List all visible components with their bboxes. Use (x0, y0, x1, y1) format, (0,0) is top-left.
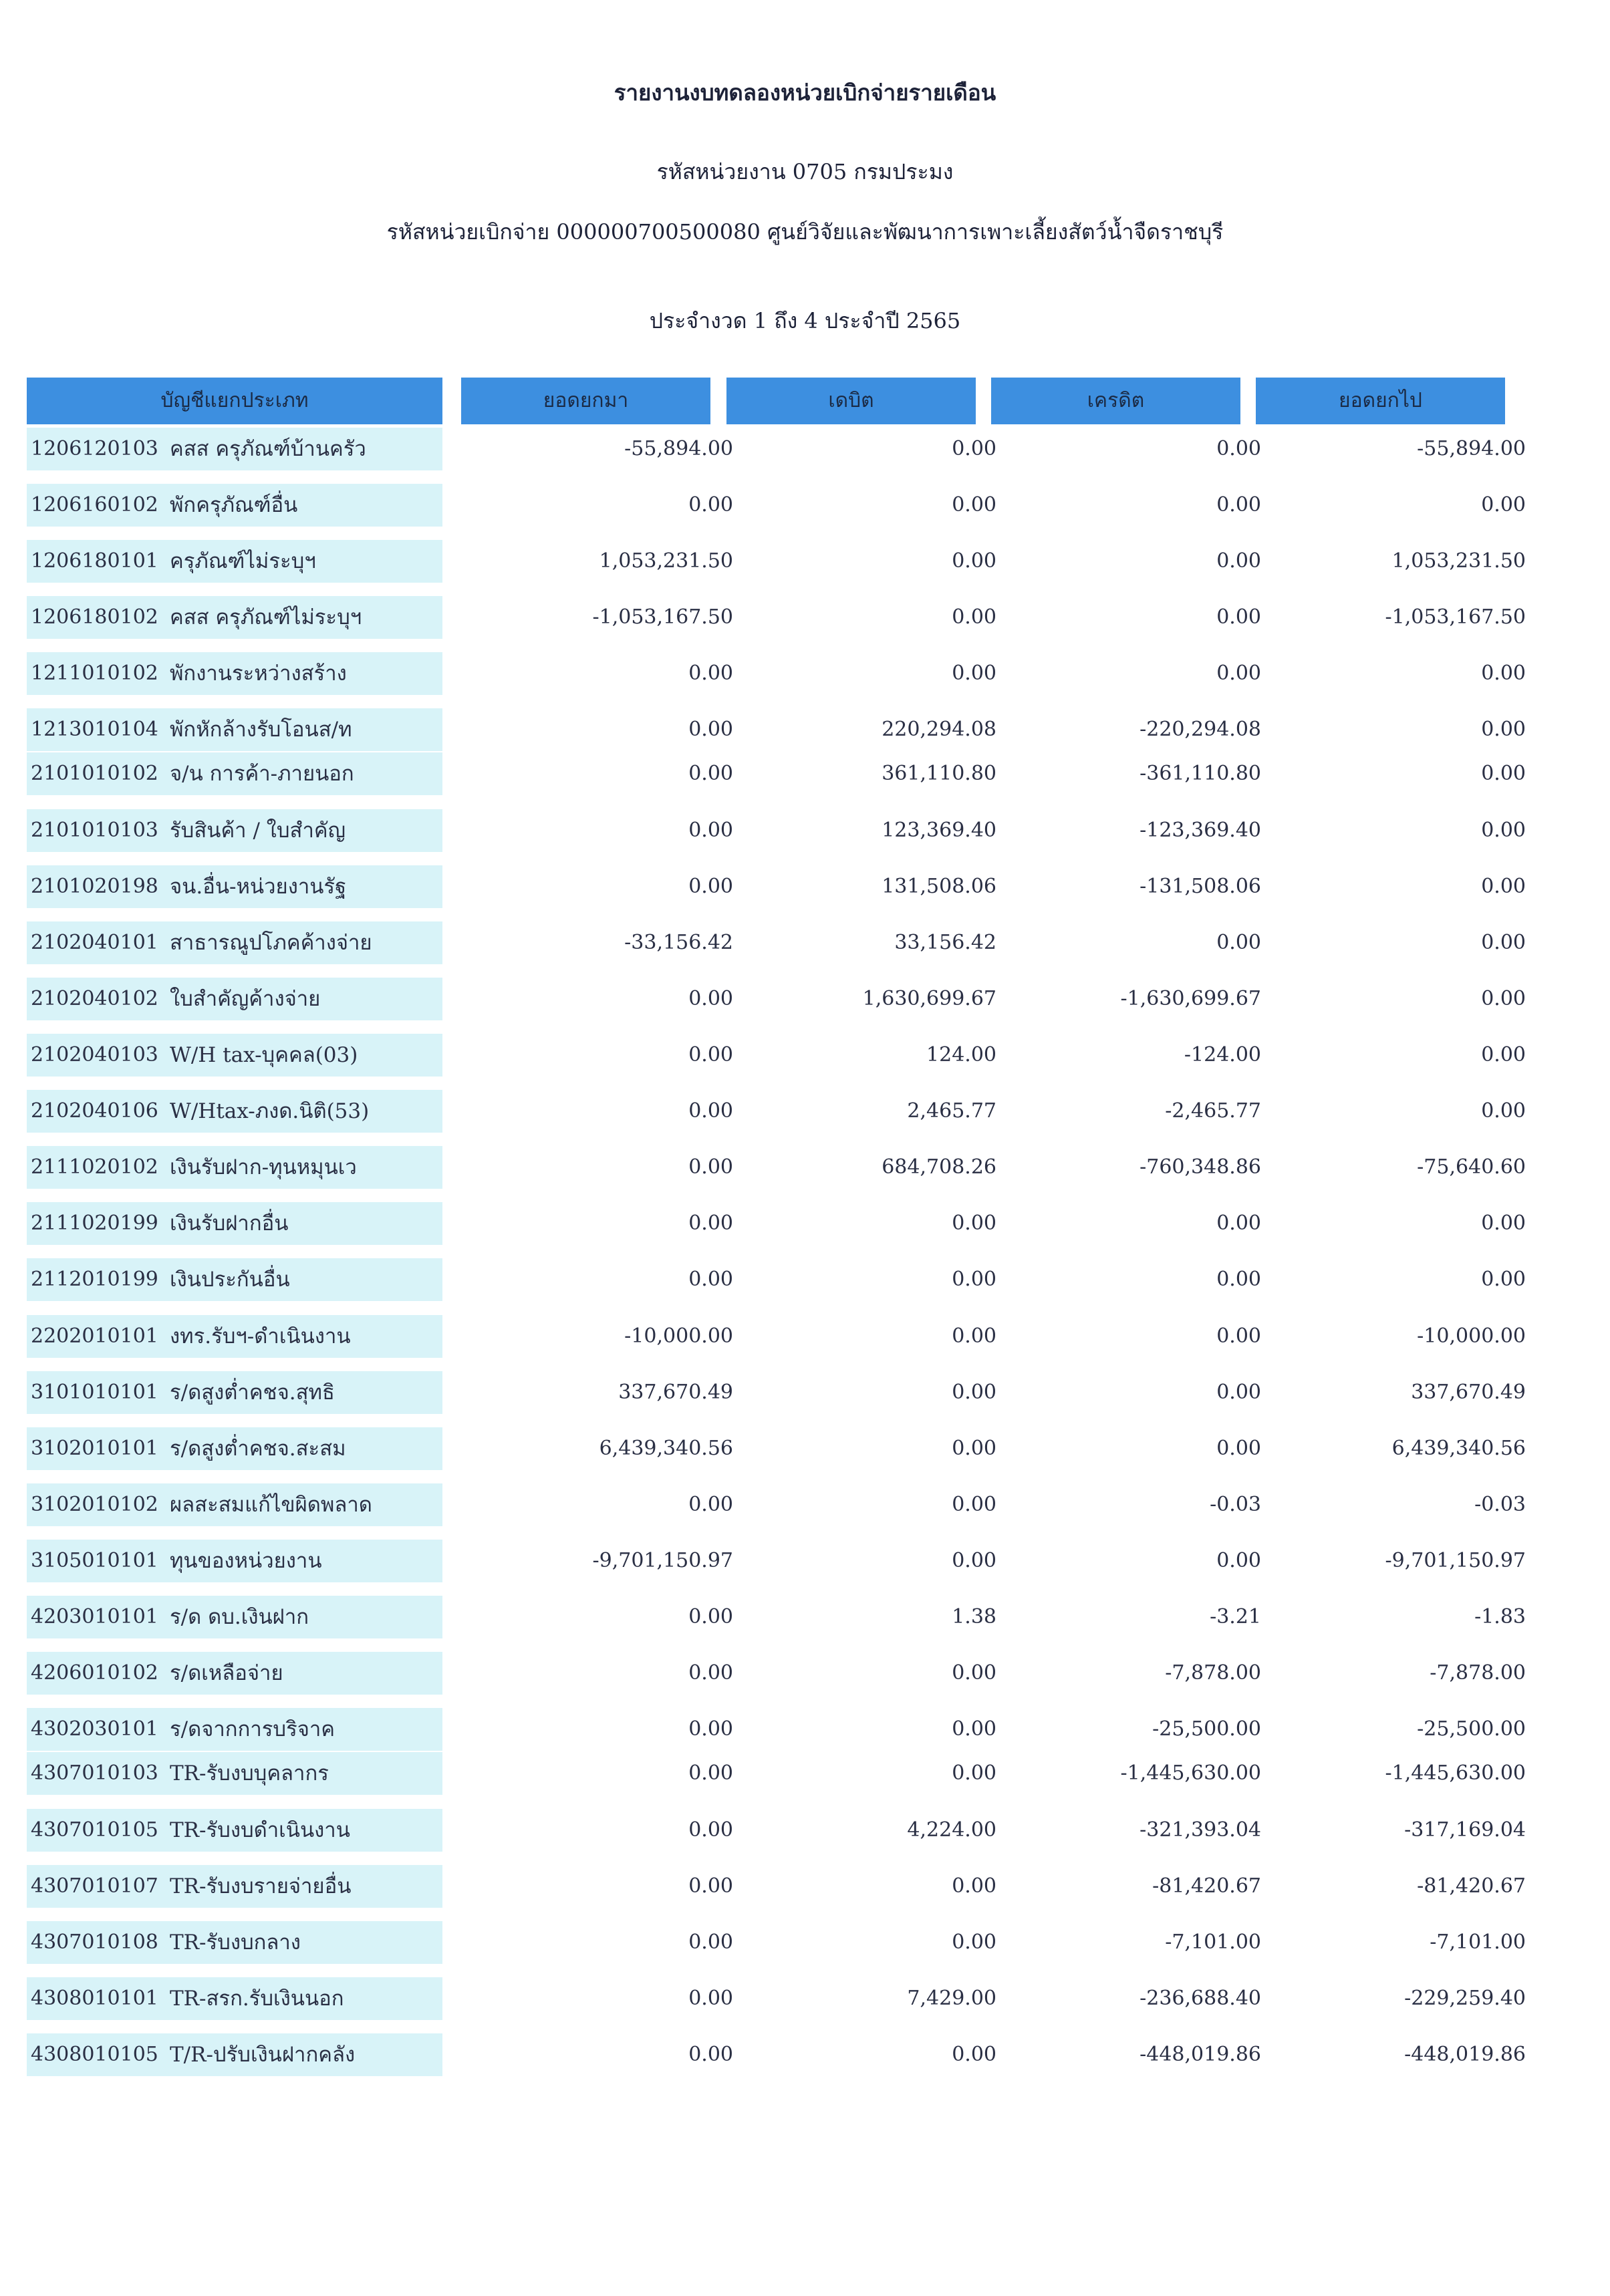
opening-balance-value: 0.00 (688, 1493, 733, 1516)
table-row (27, 2033, 1526, 2076)
account-name: ครุภัณฑ์ไม่ระบุฯ (170, 549, 316, 573)
closing-balance-value: 0.00 (1481, 1043, 1526, 1066)
opening-balance-value: -33,156.42 (624, 931, 733, 954)
table-row (27, 1483, 1526, 1526)
closing-balance-value: 0.00 (1481, 493, 1526, 517)
table-row (27, 1258, 1526, 1301)
closing-balance-value: -81,420.67 (1417, 1874, 1526, 1898)
opening-balance-value: 0.00 (688, 819, 733, 842)
debit-value: 684,708.26 (882, 1155, 996, 1179)
credit-value: -7,101.00 (1165, 1930, 1261, 1954)
account-code: 1206180102 (31, 605, 158, 629)
debit-value: 220,294.08 (882, 718, 996, 741)
account-name: ใบสำคัญค้างจ่าย (170, 987, 321, 1011)
opening-balance-value: 0.00 (688, 493, 733, 517)
credit-value: 0.00 (1216, 1549, 1261, 1572)
debit-value: 7,429.00 (907, 1987, 996, 2010)
debit-value: 131,508.06 (882, 875, 996, 898)
account-code: 1213010104 (31, 718, 158, 741)
table-row (27, 708, 1526, 747)
account-code: 3102010101 (31, 1437, 158, 1460)
opening-balance-value: -55,894.00 (624, 437, 733, 460)
account-code: 4307010105 (31, 1818, 158, 1842)
debit-value: 0.00 (952, 1661, 996, 1685)
report-period: ประจำงวด 1 ถึง 4 ประจำปี 2565 (649, 308, 961, 333)
account-name: เงินรับฝาก-ทุนหมุนเว (170, 1155, 357, 1179)
account-name: W/H tax-บุคคล(03) (170, 1043, 358, 1067)
account-name: รับสินค้า / ใบสำคัญ (170, 819, 346, 843)
credit-value: -123,369.40 (1139, 819, 1261, 842)
debit-value: 0.00 (952, 493, 996, 517)
account-code: 1206120103 (31, 437, 158, 460)
table-row (27, 484, 1526, 527)
account-code: 3101010101 (31, 1381, 158, 1404)
debit-value: 361,110.80 (882, 762, 996, 785)
closing-balance-value: 0.00 (1481, 1099, 1526, 1123)
opening-balance-value: 0.00 (688, 1661, 733, 1685)
account-name: เงินประกันอื่น (170, 1268, 290, 1292)
opening-balance-value: 0.00 (688, 1874, 733, 1898)
table-row (27, 1540, 1526, 1582)
credit-value: 0.00 (1216, 1437, 1261, 1460)
debit-value: 0.00 (952, 1211, 996, 1235)
table-row (27, 1708, 1526, 1747)
debit-value: 0.00 (952, 1437, 996, 1460)
debit-value: 4,224.00 (907, 1818, 996, 1842)
account-name: TR-รับงบรายจ่ายอื่น (170, 1874, 352, 1898)
table-row (27, 1202, 1526, 1245)
closing-balance-value: -1,053,167.50 (1385, 605, 1526, 629)
account-code: 2111020102 (31, 1155, 158, 1179)
credit-value: -1,630,699.67 (1120, 987, 1261, 1010)
closing-balance-value: 0.00 (1481, 875, 1526, 898)
account-code: 3105010101 (31, 1549, 158, 1572)
table-row (27, 978, 1526, 1020)
account-code: 2111020199 (31, 1211, 158, 1235)
table-row (27, 540, 1526, 583)
account-code: 4203010101 (31, 1605, 158, 1628)
table-row (27, 809, 1526, 852)
opening-balance-value: 0.00 (688, 1099, 733, 1123)
debit-value: 0.00 (952, 1549, 996, 1572)
debit-value: 2,465.77 (907, 1099, 996, 1123)
account-code: 2112010199 (31, 1268, 158, 1291)
credit-value: 0.00 (1216, 437, 1261, 460)
account-name: ร/ดเหลือจ่าย (170, 1661, 283, 1685)
closing-balance-value: -75,640.60 (1417, 1155, 1526, 1179)
debit-value: 123,369.40 (882, 819, 996, 842)
account-code: 3102010102 (31, 1493, 158, 1516)
header-account: บัญชีแยกประเภท (27, 378, 442, 424)
account-name: จ/น การค้า-ภายนอก (170, 762, 354, 786)
report-title: รายงานงบทดลองหน่วยเบิกจ่ายรายเดือน (614, 80, 996, 106)
closing-balance-value: -25,500.00 (1417, 1717, 1526, 1741)
credit-value: -321,393.04 (1139, 1818, 1261, 1842)
opening-balance-value: 0.00 (688, 1211, 733, 1235)
account-code: 1211010102 (31, 662, 158, 685)
account-code: 4308010101 (31, 1987, 158, 2010)
debit-value: 1,630,699.67 (862, 987, 996, 1010)
closing-balance-value: -1.83 (1474, 1605, 1526, 1628)
credit-value: -81,420.67 (1152, 1874, 1261, 1898)
credit-value: -220,294.08 (1139, 718, 1261, 741)
account-code: 1206160102 (31, 493, 158, 517)
credit-value: 0.00 (1216, 1268, 1261, 1291)
closing-balance-value: -7,101.00 (1430, 1930, 1526, 1954)
account-name: พักครุภัณฑ์อื่น (170, 493, 298, 517)
opening-balance-value: 0.00 (688, 1818, 733, 1842)
credit-value: 0.00 (1216, 931, 1261, 954)
account-code: 2101020198 (31, 875, 158, 898)
table-row (27, 1090, 1526, 1133)
account-code: 2102040103 (31, 1043, 158, 1066)
closing-balance-value: 337,670.49 (1411, 1381, 1526, 1404)
credit-value: -1,445,630.00 (1120, 1761, 1261, 1785)
table-row (27, 428, 1526, 470)
account-code: 2101010102 (31, 762, 158, 785)
closing-balance-value: 0.00 (1481, 1211, 1526, 1235)
account-code: 2101010103 (31, 819, 158, 842)
debit-value: 0.00 (952, 1324, 996, 1348)
opening-balance-value: 6,439,340.56 (599, 1437, 733, 1460)
closing-balance-value: 0.00 (1481, 819, 1526, 842)
table-row (27, 1977, 1526, 2020)
closing-balance-value: 6,439,340.56 (1391, 1437, 1526, 1460)
header-closing-balance: ยอดยกไป (1256, 378, 1505, 424)
closing-balance-value: 0.00 (1481, 1268, 1526, 1291)
debit-value: 0.00 (952, 437, 996, 460)
closing-balance-value: 0.00 (1481, 931, 1526, 954)
table-row (27, 865, 1526, 908)
table-row (27, 921, 1526, 964)
account-name: ผลสะสมแก้ไขผิดพลาด (170, 1493, 372, 1517)
account-name: TR-รับงบกลาง (170, 1930, 301, 1955)
account-code: 4206010102 (31, 1661, 158, 1685)
account-name: คสส ครุภัณฑ์บ้านครัว (170, 437, 366, 461)
closing-balance-value: -10,000.00 (1417, 1324, 1526, 1348)
debit-value: 33,156.42 (894, 931, 996, 954)
table-row (27, 1371, 1526, 1414)
account-code: 4308010105 (31, 2043, 158, 2066)
credit-value: 0.00 (1216, 662, 1261, 685)
credit-value: -3.21 (1210, 1605, 1261, 1628)
credit-value: -2,465.77 (1165, 1099, 1261, 1123)
closing-balance-value: -9,701,150.97 (1385, 1549, 1526, 1572)
credit-value: 0.00 (1216, 1381, 1261, 1404)
table-row (27, 1809, 1526, 1852)
header-credit: เครดิต (991, 378, 1240, 424)
debit-value: 1.38 (952, 1605, 996, 1628)
closing-balance-value: 0.00 (1481, 662, 1526, 685)
credit-value: -131,508.06 (1139, 875, 1261, 898)
account-code: 1206180101 (31, 549, 158, 573)
debit-value: 0.00 (952, 1717, 996, 1741)
account-name: ร/ด ดบ.เงินฝาก (170, 1605, 309, 1629)
opening-balance-value: 0.00 (688, 662, 733, 685)
account-name: พักงานระหว่างสร้าง (170, 662, 347, 686)
table-row (27, 1315, 1526, 1358)
table-row (27, 1752, 1526, 1795)
table-row (27, 1865, 1526, 1908)
closing-balance-value: -317,169.04 (1404, 1818, 1526, 1842)
opening-balance-value: -9,701,150.97 (592, 1549, 733, 1572)
account-name: T/R-ปรับเงินฝากคลัง (170, 2043, 356, 2067)
account-name: คสส ครุภัณฑ์ไม่ระบุฯ (170, 605, 362, 629)
opening-balance-value: 0.00 (688, 1930, 733, 1954)
table-row (27, 1921, 1526, 1964)
debit-value: 124.00 (926, 1043, 996, 1066)
debit-value: 0.00 (952, 1761, 996, 1785)
debit-value: 0.00 (952, 1874, 996, 1898)
credit-value: -25,500.00 (1152, 1717, 1261, 1741)
credit-value: -361,110.80 (1139, 762, 1261, 785)
opening-balance-value: 0.00 (688, 1043, 733, 1066)
credit-value: -0.03 (1210, 1493, 1261, 1516)
closing-balance-value: -7,878.00 (1430, 1661, 1526, 1685)
credit-value: 0.00 (1216, 1324, 1261, 1348)
opening-balance-value: 0.00 (688, 1717, 733, 1741)
opening-balance-value: 0.00 (688, 1155, 733, 1179)
credit-value: -760,348.86 (1139, 1155, 1261, 1179)
opening-balance-value: -1,053,167.50 (592, 605, 733, 629)
closing-balance-value: -0.03 (1474, 1493, 1526, 1516)
header-opening-balance: ยอดยกมา (461, 378, 710, 424)
closing-balance-value: -448,019.86 (1404, 2043, 1526, 2066)
debit-value: 0.00 (952, 605, 996, 629)
account-code: 4302030101 (31, 1717, 158, 1741)
credit-value: 0.00 (1216, 1211, 1261, 1235)
account-name: ร/ดจากการบริจาค (170, 1717, 336, 1741)
account-code: 4307010108 (31, 1930, 158, 1954)
opening-balance-value: 0.00 (688, 987, 733, 1010)
table-row (27, 1596, 1526, 1638)
account-code: 2202010101 (31, 1324, 158, 1348)
table-row (27, 1146, 1526, 1189)
account-code: 2102040101 (31, 931, 158, 954)
opening-balance-value: 0.00 (688, 762, 733, 785)
table-row (27, 1652, 1526, 1695)
account-name: เงินรับฝากอื่น (170, 1211, 289, 1236)
closing-balance-value: 1,053,231.50 (1391, 549, 1526, 573)
disbursement-unit: รหัสหน่วยเบิกจ่าย 000000700500080 ศูนย์วิจัยและพัฒนาการเพาะเลี้ยงสัตว์น้ำจืดราชบุรี (386, 219, 1224, 245)
credit-value: -124.00 (1184, 1043, 1261, 1066)
closing-balance-value: 0.00 (1481, 987, 1526, 1010)
credit-value: 0.00 (1216, 493, 1261, 517)
account-name: ทุนของหน่วยงาน (170, 1549, 322, 1573)
header-debit: เดบิต (726, 378, 976, 424)
table-row (27, 1034, 1526, 1077)
opening-balance-value: 0.00 (688, 1761, 733, 1785)
account-name: TR-รับงบดำเนินงาน (170, 1818, 350, 1842)
debit-value: 0.00 (952, 549, 996, 573)
account-name: จน.อื่น-หน่วยงานรัฐ (170, 875, 347, 899)
credit-value: 0.00 (1216, 549, 1261, 573)
opening-balance-value: 337,670.49 (618, 1381, 733, 1404)
debit-value: 0.00 (952, 1493, 996, 1516)
account-name: งทร.รับฯ-ดำเนินงาน (170, 1324, 351, 1348)
credit-value: -448,019.86 (1139, 2043, 1261, 2066)
opening-balance-value: 0.00 (688, 875, 733, 898)
closing-balance-value: -1,445,630.00 (1385, 1761, 1526, 1785)
debit-value: 0.00 (952, 2043, 996, 2066)
account-code: 2102040106 (31, 1099, 158, 1123)
account-code: 2102040102 (31, 987, 158, 1010)
account-name: TR-สรก.รับเงินนอก (170, 1987, 344, 2011)
account-name: สาธารณูปโภคค้างจ่าย (170, 931, 372, 955)
opening-balance-value: 1,053,231.50 (599, 549, 733, 573)
credit-value: -236,688.40 (1139, 1987, 1261, 2010)
debit-value: 0.00 (952, 1268, 996, 1291)
table-row (27, 752, 1526, 795)
agency-code: รหัสหน่วยงาน 0705 กรมประมง (656, 159, 954, 184)
opening-balance-value: 0.00 (688, 2043, 733, 2066)
table-row (27, 652, 1526, 695)
debit-value: 0.00 (952, 1381, 996, 1404)
account-name: TR-รับงบบุคลากร (170, 1761, 329, 1785)
account-code: 4307010107 (31, 1874, 158, 1898)
opening-balance-value: 0.00 (688, 1268, 733, 1291)
account-name: ร/ดสูงต่ำคชจ.สุทธิ (170, 1381, 335, 1405)
account-name: ร/ดสูงต่ำคชจ.สะสม (170, 1437, 346, 1461)
credit-value: 0.00 (1216, 605, 1261, 629)
account-name: พักหักล้างรับโอนส/ท (170, 718, 352, 742)
table-row (27, 1427, 1526, 1470)
opening-balance-value: 0.00 (688, 1605, 733, 1628)
closing-balance-value: -55,894.00 (1417, 437, 1526, 460)
opening-balance-value: -10,000.00 (624, 1324, 733, 1348)
closing-balance-value: 0.00 (1481, 718, 1526, 741)
opening-balance-value: 0.00 (688, 1987, 733, 2010)
account-code: 4307010103 (31, 1761, 158, 1785)
opening-balance-value: 0.00 (688, 718, 733, 741)
credit-value: -7,878.00 (1165, 1661, 1261, 1685)
debit-value: 0.00 (952, 662, 996, 685)
table-row (27, 596, 1526, 639)
account-name: W/Htax-ภงด.นิติ(53) (170, 1099, 370, 1123)
closing-balance-value: -229,259.40 (1404, 1987, 1526, 2010)
debit-value: 0.00 (952, 1930, 996, 1954)
closing-balance-value: 0.00 (1481, 762, 1526, 785)
